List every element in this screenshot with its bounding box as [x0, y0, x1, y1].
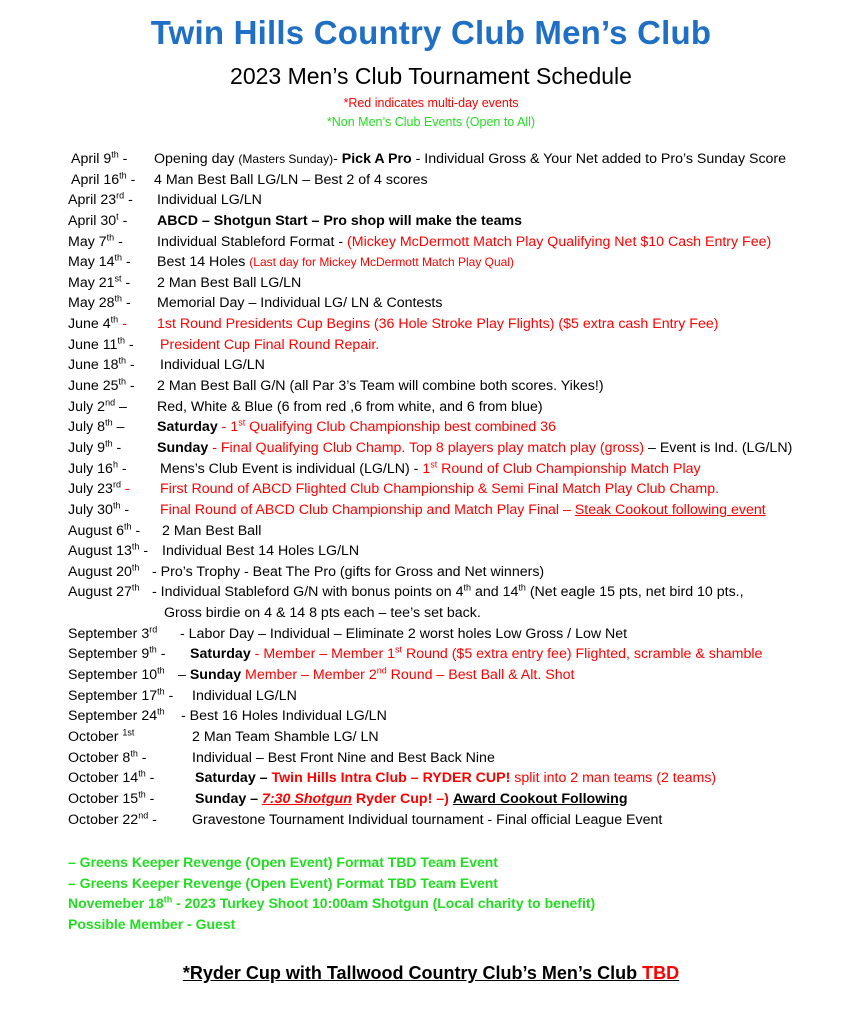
schedule-row [0, 417, 862, 438]
event-date: July 30th - [68, 500, 130, 518]
event-description: 2 Man Best Ball LG/LN [157, 274, 302, 291]
event-date: July 2nd – [68, 396, 127, 415]
schedule-row [0, 768, 862, 789]
legend-green-note: *Non Men’s Club Events (Open to All) [326, 115, 536, 129]
event-description: 1st Round Presidents Cup Begins (36 Hole Stroke Play Flights) ($5 extra cash Entry Fee) [157, 316, 719, 333]
page-title: Twin Hills Country Club Men’s Club [150, 14, 712, 51]
schedule-row [0, 232, 862, 253]
schedule-row [0, 521, 862, 542]
schedule-row [0, 727, 862, 748]
schedule-row [0, 273, 862, 294]
event-date: April 30$^t$ - [68, 211, 128, 229]
schedule-row [0, 479, 862, 500]
schedule-row [0, 438, 862, 459]
event-description: – Sunday Member – Member 2nd Round – Best Ball & Alt. Shot [178, 665, 575, 684]
event-description: Red, White & Blue (6 from red ,6 from white, and 6 from blue) [157, 398, 543, 415]
schedule-row [0, 355, 862, 376]
footer-text: *Ryder Cup with Tallwood Country Club’s Men’s Club [182, 963, 643, 983]
event-description: Opening day (Masters Sunday)- Pick A Pro - Individual Gross & Your Net added to Pro’s Sunday Score [154, 151, 787, 167]
event-date: May 21st - [68, 273, 131, 291]
event-description: Saturday – Twin Hills Intra Club – RYDER CUP! split into 2 man teams (2 teams) [195, 770, 717, 787]
schedule-row [0, 665, 862, 686]
event-description: Sunday – 7:30 Shotgun Ryder Cup! –) Award Cookout Following [195, 790, 628, 807]
schedule-row [0, 582, 862, 603]
event-date: August 20th [68, 562, 140, 580]
open-events-list [68, 852, 595, 935]
schedule-row [0, 706, 862, 727]
event-date: August 27th [68, 582, 140, 601]
event-date: April 16th - [71, 169, 136, 188]
schedule-row [0, 748, 862, 769]
event-date: October 8th - [68, 747, 147, 766]
schedule-row [0, 603, 862, 624]
schedule-row [0, 293, 862, 314]
event-date: June 18th - [68, 355, 135, 374]
event-description: Individual Best 14 Holes LG/LN [162, 543, 360, 560]
event-date: August 13th - [68, 541, 149, 560]
schedule-row [0, 190, 862, 211]
event-description: Sunday - Final Qualifying Club Champ. Top 8 players play match play (gross) – Event is Ind. (LG/LN) [157, 439, 793, 456]
event-date: August 6th - [68, 520, 141, 539]
event-date: May 28th - [68, 293, 131, 312]
event-description: Individual LG/LN [157, 192, 262, 209]
event-date: June 25th - [68, 376, 135, 395]
schedule-row [0, 789, 862, 810]
schedule-row [0, 335, 862, 356]
event-date: July 23rd - [68, 479, 130, 498]
event-date: September 9th - [68, 644, 166, 663]
event-description: Memorial Day – Individual LG/ LN & Contests [157, 295, 443, 312]
schedule-row [0, 541, 862, 562]
open-event-line: Possible Member - Guest [68, 915, 236, 932]
legend-red-note: *Red indicates multi-day events [343, 96, 519, 110]
open-event-line: – Greens Keeper Revenge (Open Event) Format TBD Team Event [68, 854, 498, 870]
event-description: 4 Man Best Ball LG/LN – Best 2 of 4 scores [154, 171, 428, 188]
schedule-row [0, 624, 862, 645]
event-description: Individual LG/LN [192, 687, 297, 704]
schedule-row [0, 376, 862, 397]
event-description: Individual – Best Front Nine and Best Back Nine [192, 749, 495, 766]
event-date: May 7th - [68, 231, 123, 250]
event-description: Mens’s Club Event is individual (LG/LN) - 1st Round of Club Championship Match Play [160, 458, 701, 477]
event-date: July 9th - [68, 438, 122, 456]
event-description: Individual LG/LN [160, 357, 265, 374]
schedule-row [0, 397, 862, 418]
schedule-row [0, 314, 862, 335]
event-description: Gross birdie on 4 & 14 8 pts each – tee’s set back. [164, 605, 481, 622]
schedule-row [0, 644, 862, 665]
event-date: October 15th - [68, 789, 155, 807]
event-description: - Best 16 Holes Individual LG/LN [181, 708, 387, 725]
event-description: 2 Man Best Ball G/N (all Par 3’s Team will combine both scores. Yikes!) [157, 378, 604, 395]
event-description: ABCD – Shotgun Start – Pro shop will make the teams [157, 212, 523, 229]
event-description: - Pro’s Trophy - Beat The Pro (gifts for Gross and Net winners) [152, 563, 545, 580]
schedule-row [0, 459, 862, 480]
schedule-row [0, 686, 862, 707]
event-description: Gravestone Tournament Individual tournament - Final official League Event [192, 811, 663, 828]
schedule-list [0, 149, 862, 830]
event-date: October 22nd - [68, 809, 157, 828]
event-description: - Individual Stableford G/N with bonus points on 4th and 14th (Net eagle 15 pts, net bird 10 pts., [152, 582, 744, 601]
footer-note [0, 963, 862, 984]
event-date: September 17th - [68, 685, 174, 704]
event-date: April 23rd - [68, 190, 133, 209]
schedule-row [0, 149, 862, 170]
event-date: July 16$^h$ - [68, 458, 127, 477]
event-description: 2 Man Team Shamble LG/ LN [192, 728, 379, 745]
event-date: July 8th – [68, 417, 125, 436]
event-date: October 14th - [68, 768, 155, 787]
schedule-row [0, 170, 862, 191]
event-date: September 10th [68, 665, 165, 684]
event-date: June 4th - [68, 314, 127, 333]
schedule-row [0, 252, 862, 273]
event-date: September 3rd [68, 624, 158, 642]
event-description: Best 14 Holes (Last day for Mickey McDermott Match Play Qual) [157, 254, 515, 271]
event-date: October $^{1st}$ [68, 727, 135, 745]
page-subtitle: 2023 Men’s Club Tournament Schedule [230, 63, 632, 89]
schedule-row [0, 562, 862, 583]
open-event-line: Novemeber 18th - 2023 Turkey Shoot 10:00am Shotgun (Local charity to benefit) [68, 894, 596, 912]
event-description: Individual Stableford Format - (Mickey McDermott Match Play Qualifying Net $10 Cash Entry Fee) [157, 233, 772, 250]
event-date: September 24th [68, 706, 165, 725]
event-description: Final Round of ABCD Club Championship and Match Play Final – Steak Cookout following event [160, 501, 766, 518]
schedule-row [0, 810, 862, 831]
footer-tbd: TBD [642, 963, 680, 983]
open-event-line: – Greens Keeper Revenge (Open Event) Format TBD Team Event [68, 874, 498, 891]
event-description: - Labor Day – Individual – Eliminate 2 worst holes Low Gross / Low Net [180, 625, 628, 642]
event-description: Saturday - 1st Qualifying Club Championship best combined 36 [157, 417, 556, 436]
schedule-row [0, 500, 862, 521]
event-description: First Round of ABCD Flighted Club Championship & Semi Final Match Play Club Champ. [160, 481, 720, 498]
event-date: June 11th - [68, 335, 134, 353]
event-description: President Cup Final Round Repair. [160, 336, 380, 353]
event-date: April 9th - [71, 149, 128, 167]
event-description: Saturday - Member – Member 1st Round ($5 extra entry fee) Flighted, scramble & shamble [190, 644, 763, 663]
schedule-row [0, 211, 862, 232]
event-description: 2 Man Best Ball [162, 522, 262, 539]
event-date: May 14th - [68, 252, 131, 271]
